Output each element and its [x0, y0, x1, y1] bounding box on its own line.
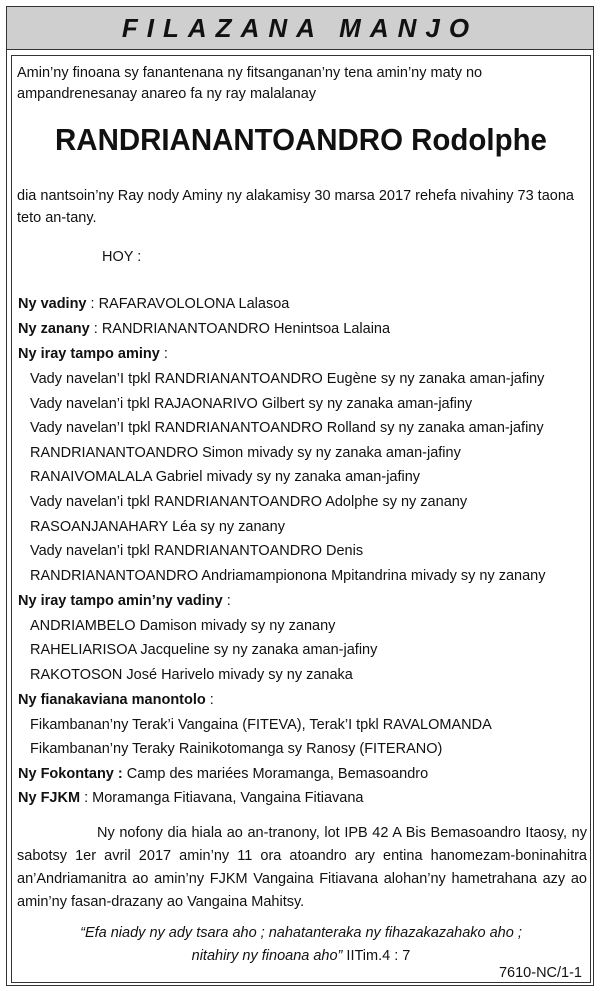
fjkm-label: Ny FJKM: [18, 790, 81, 806]
sibling-item: RASOANJANAHARY Léa sy ny zanany: [30, 519, 285, 535]
intro-text: Amin’ny finoana sy fanantenana ny fitsanganan’ny tena amin’ny maty no ampandrenesanay anareo fa ny ray malalanay: [17, 65, 483, 102]
reference-code: 7610-NC/1-1: [498, 965, 582, 981]
family-heading: Ny fianakaviana manontolo :: [18, 692, 214, 708]
siblings-label: Ny iray tampo aminy: [18, 346, 160, 362]
spouse-line: [18, 296, 289, 312]
sibling-item: RANAIVOMALALA Gabriel mivady sy ny zanaka aman-jafiny: [30, 469, 421, 485]
spouse-label: Ny vadiny: [18, 296, 87, 312]
ceremony-details: Ny nofony dia hiala ao an-tranony, lot IPB 42 A Bis Bemasoandro Itaosy, ny sabotsy 1er avril 2017 amin’ny 11 ora atoandro ary entina hanomezam-boninahitra an’Andriamanitra ao amin’ny FJKM Vangaina Fitiavana alohan’ny hametrahana azy ao amin’ny fasan-drazany ao Vangaina Mahitsy.: [17, 825, 587, 910]
quote-reference: IITim.4 : 7: [342, 948, 411, 964]
family-item: Fikambanan’ny Terak’i Vangaina (FITEVA), Terak’I tpkl RAVALOMANDA: [30, 717, 492, 733]
children-value: : RANDRIANANTOANDRO Henintsoa Lalaina: [89, 321, 391, 337]
children-label: Ny zanany: [18, 321, 90, 337]
fjkm-line: [18, 790, 364, 806]
spouse-sibling-item: RAKOTOSON José Harivelo mivady sy ny zanaka: [30, 667, 353, 683]
fjkm-value: : Moramanga Fitiavana, Vangaina Fitiavana: [80, 790, 364, 806]
deceased-name: RANDRIANANTOANDRO Rodolphe: [55, 122, 547, 157]
family-label: Ny fianakaviana manontolo: [18, 692, 206, 708]
family-item: Fikambanan’ny Teraky Rainikotomanga sy Ranosy (FITERANO): [30, 741, 443, 757]
quote-line-2: nitahiry ny finoana aho” IITim.4 : 7: [191, 948, 411, 964]
spouse-sibling-item: ANDRIAMBELO Damison mivady sy ny zanany: [30, 618, 336, 634]
hoy-label: HOY :: [102, 249, 142, 265]
fokontany-line: [18, 766, 428, 782]
spouse-value: : RAFARAVOLOLONA Lalasoa: [86, 296, 290, 312]
header-title: FILAZANA MANJO: [121, 12, 479, 43]
fokontany-value: Camp des mariées Moramanga, Bemasoandro: [122, 766, 429, 782]
sibling-item: Vady navelan’i tpkl RAJAONARIVO Gilbert sy ny zanaka aman-jafiny: [30, 396, 473, 412]
fokontany-label: Ny Fokontany :: [18, 766, 123, 782]
sibling-item: Vady navelan’I tpkl RANDRIANANTOANDRO Rolland sy ny zanaka aman-jafiny: [30, 420, 544, 436]
bible-quote: [12, 922, 590, 968]
notice-body: [11, 55, 591, 983]
siblings-heading: Ny iray tampo aminy :: [18, 346, 168, 362]
notice-header: [7, 7, 593, 50]
spouse-sibling-item: RAHELIARISOA Jacqueline sy ny zanaka aman-jafiny: [30, 642, 378, 658]
spouse-siblings-label: Ny iray tampo amin’ny vadiny: [18, 593, 223, 609]
spouse-siblings-heading: Ny iray tampo amin’ny vadiny :: [18, 593, 231, 609]
sibling-item: RANDRIANANTOANDRO Simon mivady sy ny zanaka aman-jafiny: [30, 445, 461, 461]
sibling-item: Vady navelan’i tpkl RANDRIANANTOANDRO Denis: [30, 543, 364, 559]
sibling-item: Vady navelan’I tpkl RANDRIANANTOANDRO Eugène sy ny zanaka aman-jafiny: [30, 371, 545, 387]
death-announcement: dia nantsoin’ny Ray nody Aminy ny alakamisy 30 marsa 2017 rehefa nivahiny 73 taona teto an-tany.: [17, 188, 574, 226]
obituary-notice: [6, 6, 594, 986]
sibling-item: Vady navelan’i tpkl RANDRIANANTOANDRO Adolphe sy ny zanany: [30, 494, 468, 510]
children-line: [18, 321, 390, 337]
quote-line-1: “Efa niady ny ady tsara aho ; nahatanteraka ny fihazakazahako aho ;: [80, 925, 522, 941]
sibling-item: RANDRIANANTOANDRO Andriamampionona Mpitandrina mivady sy ny zanany: [30, 568, 546, 584]
